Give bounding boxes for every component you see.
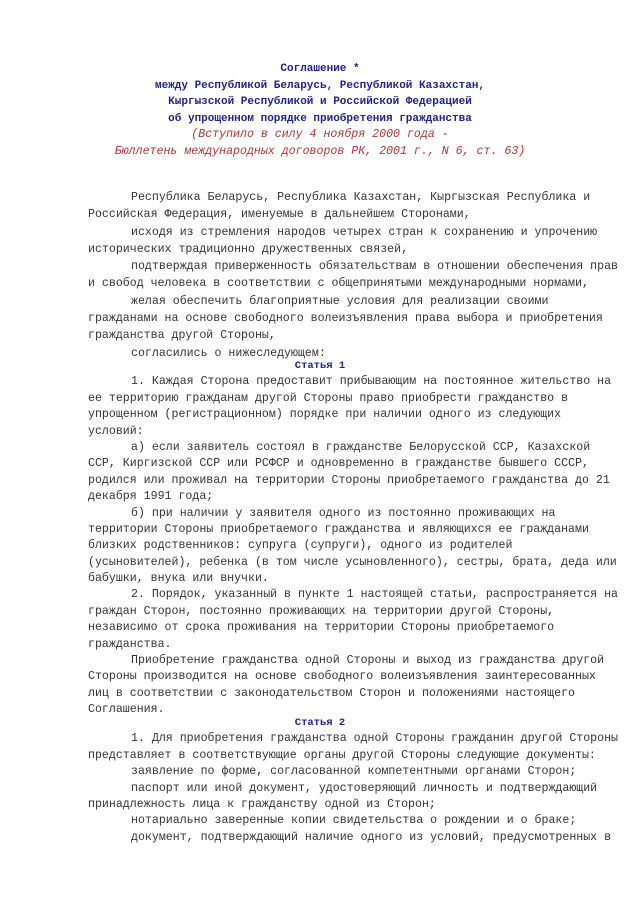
text-line: гражданства. (88, 637, 172, 651)
text-line: бабушки, внука или внучки. (88, 572, 269, 586)
paragraph (88, 731, 619, 764)
text-line: родился или проживал на территории Стороны приобретаемого гражданства до 21 (88, 473, 610, 487)
paragraph (88, 224, 608, 259)
text-line: Республика Беларусь, Республика Казахстан, Кыргызская Республика и (131, 191, 591, 204)
text-line: подтверждая приверженность обязательствам в отношении обеспечения прав (131, 260, 619, 274)
text-line: Приобретение гражданства одной Стороны и выход из гражданства другой (131, 654, 605, 668)
text-line: 1. Каждая Сторона предоставит прибывающим на постоянное жительство на (131, 375, 612, 389)
title-line: Кыргызской Республикой и Российской Федерацией (168, 96, 472, 109)
text-line: паспорт или иной документ, удостоверяющий личность и подтверждающий (131, 781, 598, 795)
paragraph (88, 440, 608, 506)
paragraph (88, 189, 608, 224)
text-line: условий: (88, 424, 144, 438)
title-line: между Республикой Беларусь, Республикой Казахстан, (154, 79, 486, 92)
text-line: представляет в соответствующие органы другой Стороны следующие документы: (88, 748, 596, 762)
paragraph (88, 293, 608, 345)
text-line: принадлежность лица к гражданству одной из Сторон; (88, 797, 436, 811)
paragraph (88, 587, 619, 653)
text-line: лиц в соответствии с законодательством Сторон и положениями настоящего (88, 686, 576, 700)
article-heading: Статья 1 (294, 360, 346, 372)
text-line: исходя из стремления народов четырех стран к сохранению и упрочению (131, 225, 598, 239)
article-2 (88, 715, 619, 846)
text-line: 1. Для приобретения гражданства одной Стороны гражданин другой Стороны (131, 732, 619, 746)
paragraph (88, 258, 619, 293)
text-line: территории Стороны приобретаемого гражданства и являющихся ее гражданами (88, 522, 589, 536)
title-line: об упрощенном порядке приобретения гражданства (168, 112, 472, 125)
text-line: желая обеспечить благоприятные условия для реализации своими (131, 294, 549, 308)
text-line: б) при наличии у заявителя одного из постоянно проживающих на (131, 506, 556, 520)
text-line: Российская Федерация, именуемые в дальнейшем Сторонами, (88, 208, 471, 222)
preamble (88, 189, 619, 362)
paragraph (88, 506, 617, 588)
title-heading: Соглашение * (280, 63, 360, 75)
document-title (0, 61, 640, 161)
text-line: исторических традиционно дружественных связей, (88, 242, 409, 256)
text-line: Соглашения. (88, 703, 165, 717)
text-line: ее территорию гражданам другой Стороны право приобрести гражданство в (88, 391, 569, 405)
text-line: упрощенном (регистрационном) порядке при наличии одного из следующих (88, 408, 562, 422)
text-line: близких родственников: супруга (супруги), одного из родителей (88, 539, 513, 553)
paragraph (88, 374, 612, 440)
paragraph (88, 653, 608, 719)
paragraph (88, 781, 608, 814)
title-note: Бюллетень международных договоров РК, 2001 г., N 6, ст. 63) (114, 144, 526, 158)
text-line: граждан Сторон, постоянно проживающих на территории другой Стороны, (88, 604, 555, 618)
article-heading: Статья 2 (294, 717, 346, 729)
text-line: заявление по форме, согласованной компетентными органами Сторон; (131, 765, 577, 779)
paragraph (88, 764, 608, 780)
text-line: Стороны производится на основе свободного волеизъявления заинтересованных (88, 670, 596, 684)
text-line: гражданства другой Стороны, (88, 329, 276, 343)
text-line: гражданами на основе свободного волеизъявления права выбора и приобретения (88, 312, 603, 326)
text-line: 2. Порядок, указанный в пункте 1 настоящей статьи, распространяется на (131, 588, 619, 602)
paragraph (88, 830, 612, 846)
text-line: и свобод человека в соответствии с общепринятыми международными нормами, (88, 277, 589, 291)
title-note: (Вступило в силу 4 ноября 2000 года - (191, 128, 449, 142)
text-line: (усыновителей), ребенка (в том числе усыновленного), сестры, брата, деда или (88, 555, 617, 569)
paragraph (88, 813, 608, 829)
text-line: согласились о нижеследующем: (131, 346, 326, 360)
text-line: ССР, Киргизской ССР или РСФСР и одновременно в гражданстве бывшего СССР, (88, 457, 589, 471)
text-line: нотариально заверенные копии свидетельства о рождении и о браке; (131, 814, 577, 828)
text-line: декабря 1991 года; (88, 490, 214, 504)
article-1 (88, 358, 619, 719)
text-line: независимо от срока проживания на территории Стороны приобретаемого (88, 621, 555, 635)
text-line: документ, подтверждающий наличие одного из условий, предусмотренных в (131, 830, 612, 844)
text-line: а) если заявитель состоял в гражданстве Белорусской ССР, Казахской (131, 440, 591, 454)
